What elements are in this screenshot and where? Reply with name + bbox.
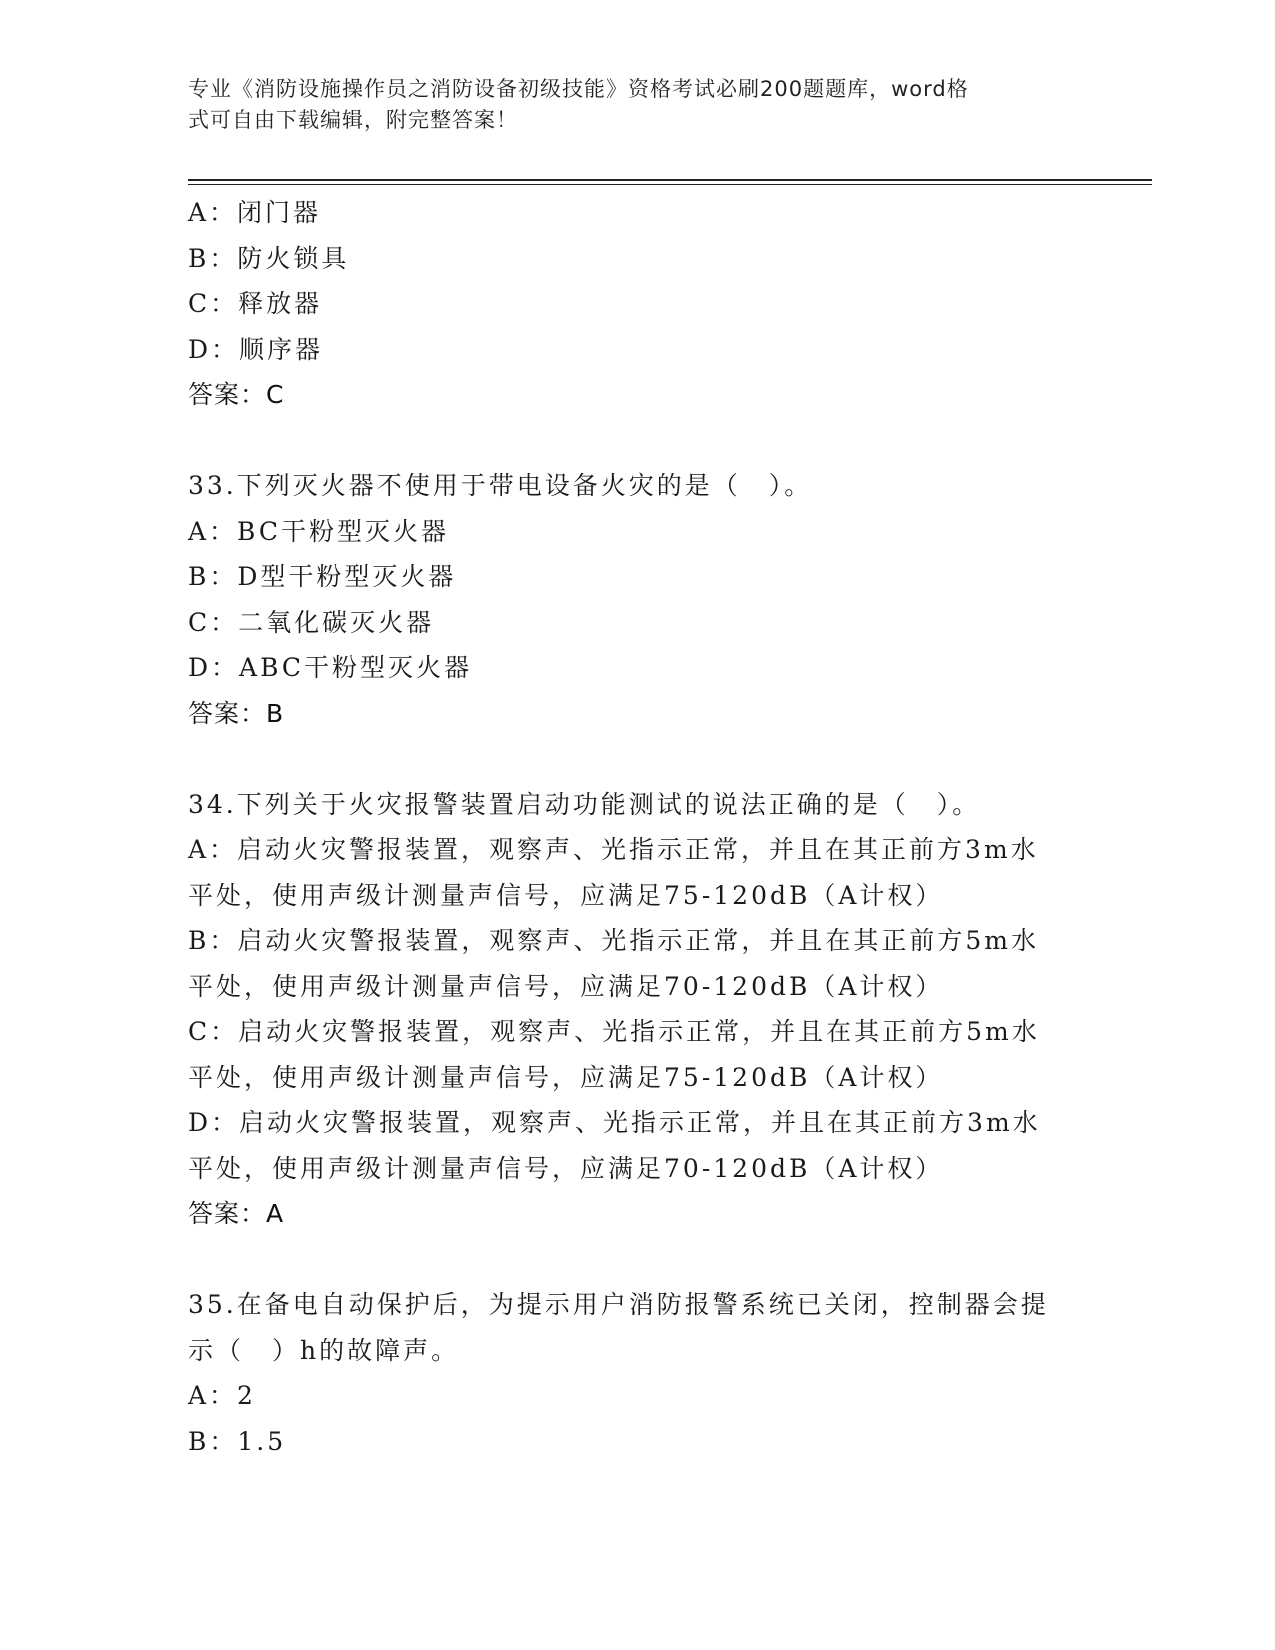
header-line-1: 专业《消防设施操作员之消防设备初级技能》资格考试必刷200题题库，word格 xyxy=(188,77,969,101)
spacer xyxy=(188,1237,1088,1283)
question-stem: 33.下列灭火器不使用于带电设备火灾的是（ ）。 xyxy=(188,471,813,500)
header-line-2: 式可自由下载编辑，附完整答案！ xyxy=(188,108,518,132)
option-a-line-2: 平处，使用声级计测量声信号，应满足75-120dB（A计权） xyxy=(188,880,944,910)
document-header xyxy=(188,74,1088,136)
option-d: D：ABC干粉型灭火器 xyxy=(188,653,473,682)
option-a: A：2 xyxy=(188,1381,256,1410)
answer-line: 答案：A xyxy=(188,1199,285,1228)
option-d-line-2: 平处，使用声级计测量声信号，应满足70-120dB（A计权） xyxy=(188,1153,944,1183)
option-a: A：BC干粉型灭火器 xyxy=(188,516,450,546)
option-b: B：防火锁具 xyxy=(188,243,350,273)
option-c: C：二氧化碳灭火器 xyxy=(188,607,435,637)
question-stem-line-1: 35.在备电自动保护后，为提示用户消防报警系统已关闭，控制器会提 xyxy=(188,1290,1049,1319)
answer-line: 答案：C xyxy=(188,380,285,409)
question-list xyxy=(188,190,1088,1464)
option-d: D：顺序器 xyxy=(188,334,324,364)
question-stem: 34.下列关于火灾报警装置启动功能测试的说法正确的是（ ）。 xyxy=(188,789,981,819)
question-33 xyxy=(188,463,1088,736)
header-divider-thin xyxy=(188,184,1152,185)
question-stem-line-2: 示（ ）h的故障声。 xyxy=(188,1335,460,1365)
spacer xyxy=(188,736,1088,782)
spacer xyxy=(188,418,1088,464)
option-a: A：闭门器 xyxy=(188,198,322,227)
option-b-line-1: B：启动火灾警报装置，观察声、光指示正常，并且在其正前方5m水 xyxy=(188,926,1039,955)
option-b: B：D型干粉型灭火器 xyxy=(188,562,457,591)
option-a-line-1: A：启动火灾警报装置，观察声、光指示正常，并且在其正前方3m水 xyxy=(188,835,1039,864)
option-b-line-2: 平处，使用声级计测量声信号，应满足70-120dB（A计权） xyxy=(188,971,944,1001)
answer-line: 答案：B xyxy=(188,698,285,728)
header-divider-thick xyxy=(188,179,1152,181)
option-c: C：释放器 xyxy=(188,289,323,318)
option-b: B：1.5 xyxy=(188,1426,287,1456)
option-d-line-1: D：启动火灾警报装置，观察声、光指示正常，并且在其正前方3m水 xyxy=(188,1108,1041,1137)
question-35 xyxy=(188,1282,1088,1464)
question-34 xyxy=(188,782,1088,1237)
option-c-line-1: C：启动火灾警报装置，观察声、光指示正常，并且在其正前方5m水 xyxy=(188,1017,1040,1046)
question-32-partial xyxy=(188,190,1088,418)
option-c-line-2: 平处，使用声级计测量声信号，应满足75-120dB（A计权） xyxy=(188,1062,944,1092)
